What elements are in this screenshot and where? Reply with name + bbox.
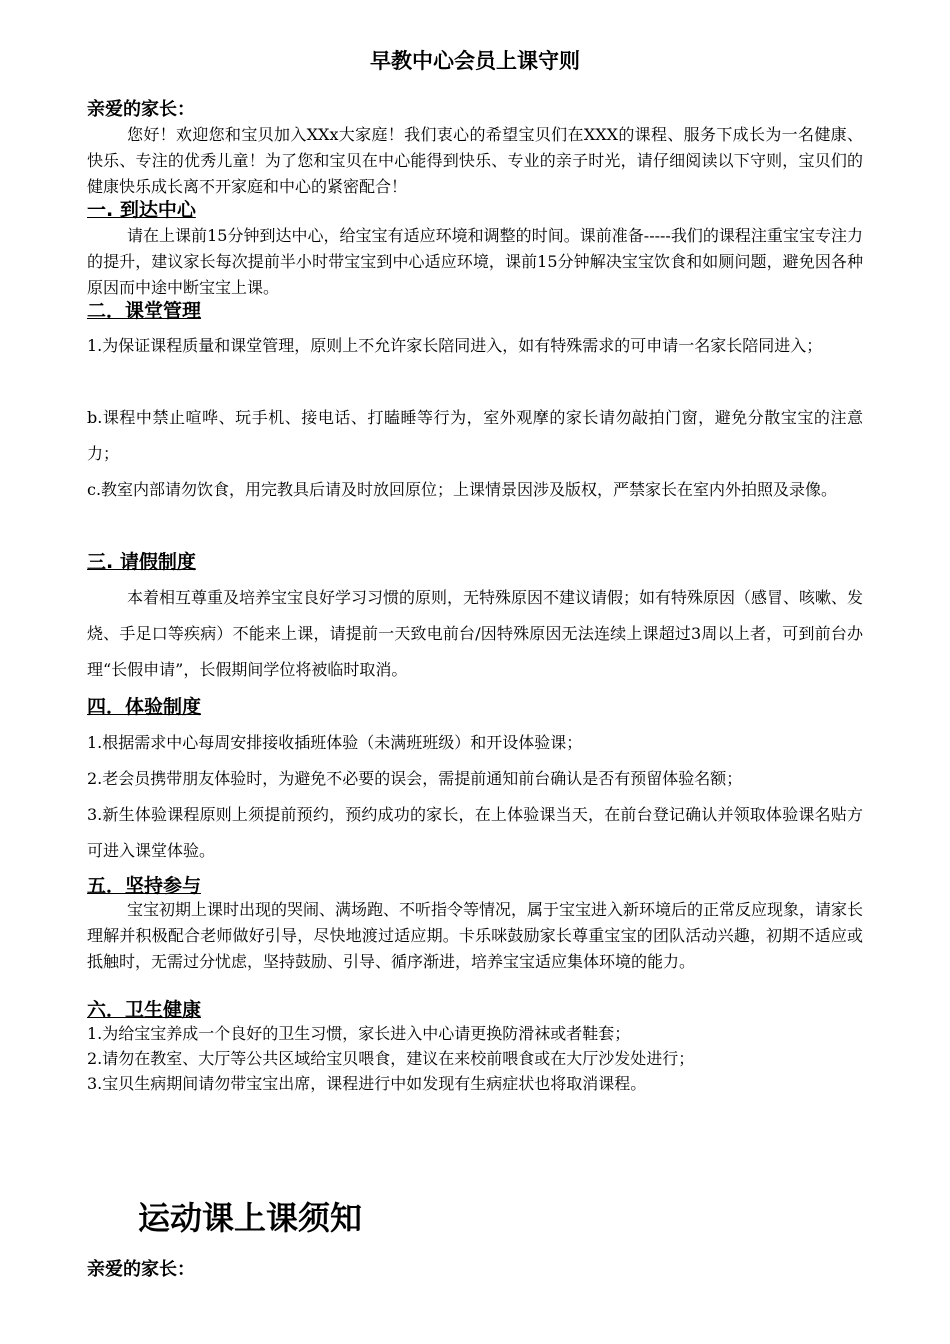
section-body-leave: 本着相互尊重及培养宝宝良好学习习惯的原则，无特殊原因不建议请假；如有特殊原因（感冒、咳嗽、发烧、手足口等疾病）不能来上课，请提前一天致电前台/因特殊原因无法连续上课超过3周以上者，可到前台办理“长假申请”，长假期间学位将被临时取消。 [87, 588, 864, 679]
trial-item-3: 3.新生体验课程原则上须提前预约，预约成功的家长，在上体验课当天，在前台登记确认并领取体验课名贴方可进入课堂体验。 [87, 805, 863, 860]
greeting: 亲爱的家长： [87, 99, 195, 120]
section-heading-persistence: 五．坚持参与 [87, 875, 202, 897]
section-body-persistence: 宝宝初期上课时出现的哭闹、满场跑、不听指令等情况，属于宝宝进入新环境后的正常反应现象，请家长理解并积极配合老师做好引导，尽快地渡过适应期。卡乐咪鼓励家长尊重宝宝的团队活动兴趣，初期不适应或抵触时，无需过分忧虑，坚持鼓励、引导、循序渐进，培养宝宝适应集体环境的能力。 [87, 900, 864, 971]
classroom-item-3: c.教室内部请勿饮食，用完教具后请及时放回原位；上课情景因涉及版权，严禁家长在室内外拍照及录像。 [87, 480, 838, 499]
hygiene-item-1: 1.为给宝宝养成一个良好的卫生习惯，家长进入中心请更换防滑袜或者鞋套； [87, 1024, 631, 1043]
section-body-arrival: 请在上课前15分钟到达中心，给宝宝有适应环境和调整的时间。课前准备-----我们的课程注重宝宝专注力的提升，建议家长每次提前半小时带宝宝到中心适应环境，课前15分钟解决宝宝饮食和如厕问题，避免因各种原因而中途中断宝宝上课。 [87, 226, 863, 297]
section-heading-classroom: 二．课堂管理 [87, 300, 202, 322]
classroom-item-2: b.课程中禁止喧哗、玩手机、接电话、打瞌睡等行为，室外观摩的家长请勿敲拍门窗，避免分散宝宝的注意力； [87, 408, 863, 463]
hygiene-item-3: 3.宝贝生病期间请勿带宝宝出席，课程进行中如发现有生病症状也将取消课程。 [87, 1074, 647, 1093]
document-title: 早教中心会员上课守则 [370, 49, 580, 73]
trial-item-1: 1.根据需求中心每周安排接收插班体验（未满班班级）和开设体验课； [87, 733, 583, 752]
second-greeting: 亲爱的家长： [87, 1259, 195, 1280]
section-heading-arrival: 一. 到达中心 [87, 199, 196, 221]
classroom-item-1: 1.为保证课程质量和课堂管理，原则上不允许家长陪同进入，如有特殊需求的可申请一名家长陪同进入； [87, 336, 823, 355]
hygiene-item-2: 2.请勿在教室、大厅等公共区域给宝贝喂食，建议在来校前喂食或在大厅沙发处进行； [87, 1049, 695, 1068]
section-heading-hygiene: 六．卫生健康 [87, 999, 202, 1021]
trial-item-2: 2.老会员携带朋友体验时，为避免不必要的误会，需提前通知前台确认是否有预留体验名额； [87, 769, 743, 788]
section-heading-trial: 四．体验制度 [87, 696, 202, 718]
section-heading-leave: 三. 请假制度 [87, 551, 196, 573]
intro-paragraph: 您好！欢迎您和宝贝加入XXx大家庭！我们衷心的希望宝贝们在XXX的课程、服务下成长为一名健康、快乐、专注的优秀儿童！为了您和宝贝在中心能得到快乐、专业的亲子时光，请仔细阅读以下守则，宝贝们的健康快乐成长离不开家庭和中心的紧密配合！ [87, 125, 863, 196]
second-document-title: 运动课上课须知 [138, 1199, 363, 1237]
